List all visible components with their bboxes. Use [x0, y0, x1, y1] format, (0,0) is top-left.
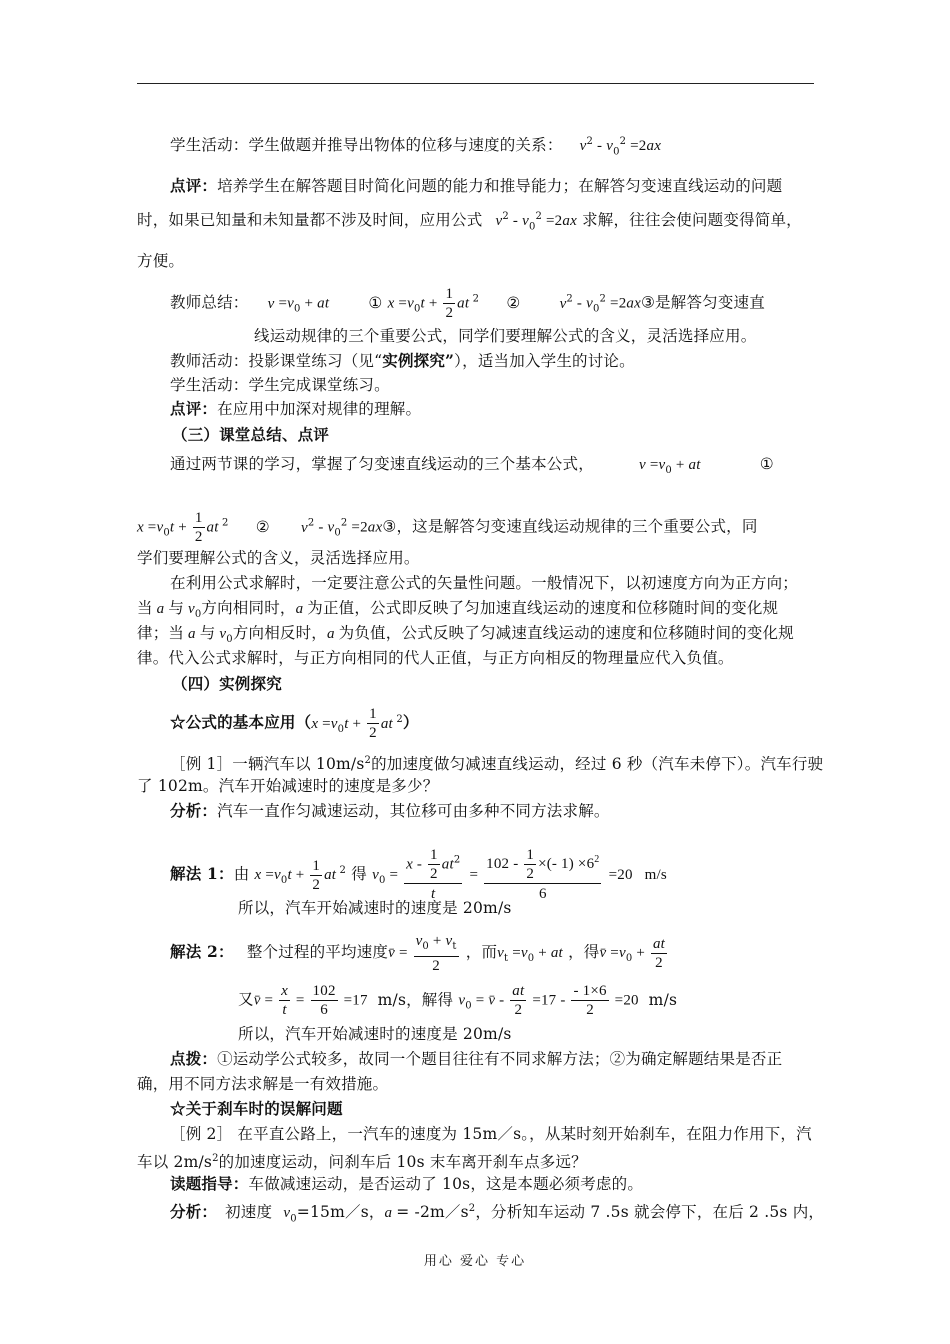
student-activity-1: 学生活动：学生做题并推导出物体的位移与速度的关系： $v^2 - v_0^2 =2ax$: [170, 136, 662, 158]
solution-2-line1: 解法 2： 整个过程的平均速度v̄ = $\frac{v_0 + v_t}{2}$ ，而$v_t =v_0$ + at ，得v̄ $=v_0$ + $\frac{at}{2}$: [170, 933, 666, 975]
section-3-heading: （三）课堂总结、点评: [172, 425, 330, 444]
class-summary-line2: $x =v_0t$ + $\frac{1}{2}$ at $^2$ ② $v^2 - v_0^2$ =2ax③，这是解答匀变速直线运动规律的三个重要公式，同: [137, 510, 758, 545]
vector-note-line4: 律。代入公式求解时，与正方向相同的代人正值，与正方向相反的物理量应代入负值。: [137, 649, 734, 667]
comment-1-line1: 点评：培养学生在解答题目时简化问题的能力和推导能力；在解答匀变速直线运动的问题: [170, 176, 783, 195]
example-2-line1: ［例 2］ 在平直公路上，一汽车的速度为 15m／s。，从某时刻开始刹车，在阻力作用下，汽: [170, 1125, 812, 1143]
page-footer: 用心 爱心 专心: [423, 1254, 527, 1269]
class-summary-line3: 学们要理解公式的含义，灵活选择应用。: [137, 549, 420, 567]
teacher-activity: 教师活动：投影课堂练习（见“实例探究”），适当加入学生的讨论。: [170, 351, 635, 370]
vector-note-line2: 当 a 与 $v_0$方向相同时，a 为正值，公式即反映了匀加速直线运动的速度和位移随时间的变化规: [137, 599, 779, 621]
student-activity-2: 学生活动：学生完成课堂练习。: [170, 376, 390, 394]
solution-2-line2: 又v̄ = $\frac{x}{t}$ = $\frac{102}{6}$ =17 m/s，解得 $v_0$ = v̄ - $\frac{at}{2}$ =17 - $\frac{- 1\times 6}{2}$ =20 m/s: [238, 983, 678, 1018]
vector-note-line3: 律；当 a 与 $v_0$方向相反时，a 为负值，公式反映了匀减速直线运动的速度和位移随时间的变化规: [137, 624, 794, 646]
solution-1-equation: 解法 1：由 $x =v_0t$ + $\frac{1}{2}$ at $^2$ 得 $v_0$ = x - $\frac{1}{2}$ $at^2$ t = 102 - $\frac{1}{2}$ ×(- $1) \times 6^2$ 6 =20 m/s: [170, 847, 667, 902]
analysis-1: 分析：汽车一直作匀减速运动，其位移可由多种不同方法求解。: [170, 801, 610, 820]
analysis-2: 分析： 初速度 $v_0=15m/s$，$a = -2m/s^2$，分析知车运动 7 .5s 就会停下，在后 2 .5s 内，: [170, 1202, 825, 1225]
solution-2-conclusion: 所以，汽车开始减速时的速度是 20m/s: [238, 1025, 512, 1043]
example-1-line2: 了 102m。汽车开始减速时的速度是多少？: [137, 777, 439, 795]
header-rule: [137, 83, 814, 84]
example-1-line1: ［例 1］一辆汽车以 $10m/s^2$的加速度做匀减速直线运动，经过 6 秒（汽车未停下）。汽车行驶: [170, 755, 824, 774]
teacher-summary-line2: 线运动规律的三个重要公式，同学们要理解公式的含义，灵活选择应用。: [254, 327, 757, 345]
reading-guide: 读题指导：车做减速运动，是否运动了 10s，这是本题必须考虑的。: [170, 1174, 644, 1193]
tip-line1: 点拨：①运动学公式较多，故同一个题目往往有不同求解方法；②为确定解题结果是否正: [170, 1049, 783, 1068]
class-summary-line1: 通过两节课的学习，掌握了匀变速直线运动的三个基本公式， $v =v_0$ + at ①: [170, 455, 774, 477]
tip-line2: 确，用不同方法求解是一有效措施。: [137, 1075, 389, 1093]
section-4-heading: （四）实例探究: [172, 674, 282, 693]
solution-1-conclusion: 所以，汽车开始减速时的速度是 20m/s: [238, 899, 512, 917]
comment-1-line3: 方便。: [137, 252, 185, 270]
vector-note-line1: 在利用公式求解时，一定要注意公式的矢量性问题。一般情况下，以初速度方向为正方向；: [170, 574, 799, 592]
teacher-summary-line1: 教师总结： $v =v_0$ + at ① $x =v_0t$ + $\frac{1}{2}$ at $^2$ ② $v^2 - v_0^2$ =2ax③是解答匀变速直: [170, 286, 765, 321]
subsection-braking: ☆关于刹车时的误解问题: [170, 1099, 343, 1118]
comment-2: 点评：在应用中加深对规律的理解。: [170, 399, 422, 418]
example-2-line2: 车以 $2m/s^2$的加速度运动，问刹车后 10s 末车离开刹车点多远？: [137, 1153, 587, 1172]
subsection-basic-application: ☆公式的基本应用（$x =v_0t$ + $\frac{1}{2}$ at $^2$）: [170, 706, 419, 741]
comment-1-line2: 时，如果已知量和未知量都不涉及时间，应用公式 $v^2 - v_0^2 =2ax$ 求解，往往会使问题变得简单，: [137, 211, 802, 233]
